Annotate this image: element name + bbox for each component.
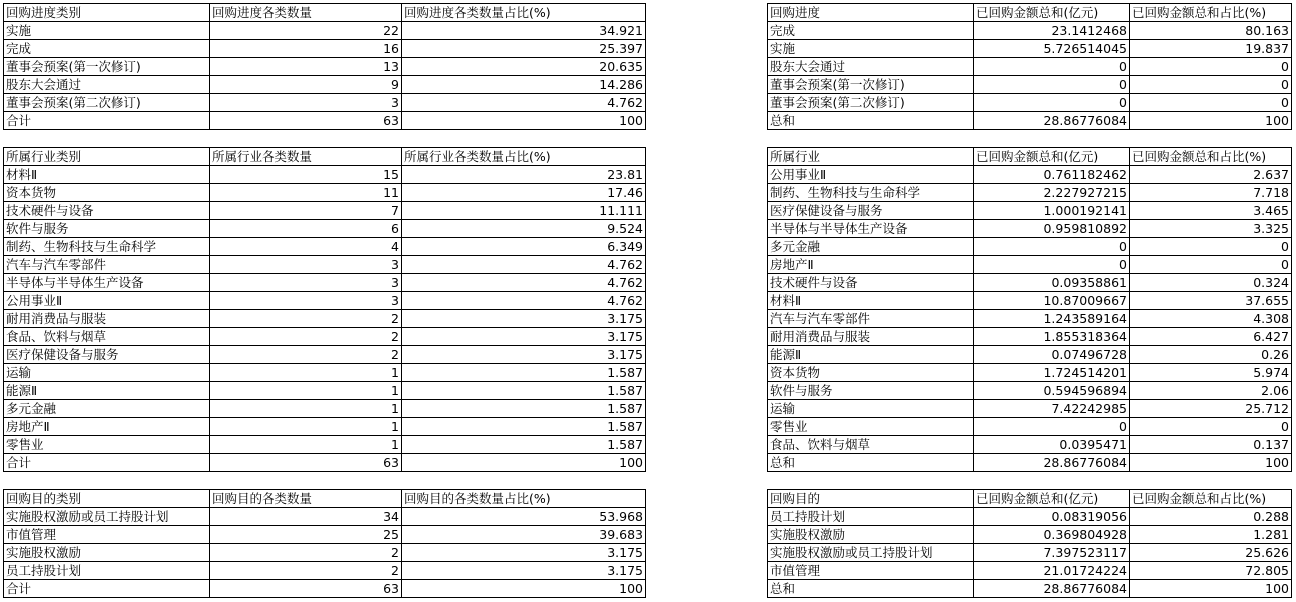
table-row bbox=[768, 508, 1292, 526]
value-cell: 4.308 bbox=[1130, 310, 1292, 328]
table-row bbox=[768, 76, 1292, 94]
row-label-cell: 房地产Ⅱ bbox=[4, 418, 210, 436]
row-label-cell: 员工持股计划 bbox=[4, 562, 210, 580]
value-cell: 20.635 bbox=[402, 58, 646, 76]
column-header: 回购目的各类数量占比(%) bbox=[402, 490, 646, 508]
value-cell: 0 bbox=[1130, 256, 1292, 274]
table-row bbox=[4, 526, 646, 544]
row-label-cell: 能源Ⅱ bbox=[4, 382, 210, 400]
row-label-cell: 医疗保健设备与服务 bbox=[4, 346, 210, 364]
value-cell: 0.959810892 bbox=[974, 220, 1130, 238]
table-row bbox=[4, 418, 646, 436]
row-label-cell: 食品、饮料与烟草 bbox=[4, 328, 210, 346]
value-cell: 0 bbox=[1130, 238, 1292, 256]
value-cell: 25 bbox=[210, 526, 402, 544]
row-label-cell: 资本货物 bbox=[4, 184, 210, 202]
value-cell: 0 bbox=[974, 256, 1130, 274]
table-row bbox=[768, 58, 1292, 76]
value-cell: 1.587 bbox=[402, 400, 646, 418]
row-label-cell: 董事会预案(第二次修订) bbox=[768, 94, 974, 112]
row-label-cell: 资本货物 bbox=[768, 364, 974, 382]
value-cell: 0.08319056 bbox=[974, 508, 1130, 526]
table-row bbox=[768, 202, 1292, 220]
value-cell: 0 bbox=[974, 76, 1130, 94]
table-row bbox=[4, 94, 646, 112]
header-row bbox=[4, 490, 646, 508]
column-header: 已回购金额总和占比(%) bbox=[1130, 4, 1292, 22]
value-cell: 28.86776084 bbox=[974, 112, 1130, 130]
value-cell: 19.837 bbox=[1130, 40, 1292, 58]
table-row bbox=[768, 256, 1292, 274]
value-cell: 4 bbox=[210, 238, 402, 256]
row-label-cell: 合计 bbox=[4, 112, 210, 130]
table-row bbox=[4, 382, 646, 400]
value-cell: 28.86776084 bbox=[974, 454, 1130, 472]
row-label-cell: 运输 bbox=[4, 364, 210, 382]
header-row bbox=[4, 148, 646, 166]
table-row bbox=[4, 328, 646, 346]
row-label-cell: 实施 bbox=[4, 22, 210, 40]
value-cell: 80.163 bbox=[1130, 22, 1292, 40]
value-cell: 0.594596894 bbox=[974, 382, 1130, 400]
table-row bbox=[768, 454, 1292, 472]
value-cell: 10.87009667 bbox=[974, 292, 1130, 310]
row-label-cell: 实施 bbox=[768, 40, 974, 58]
value-cell: 34.921 bbox=[402, 22, 646, 40]
row-label-cell: 技术硬件与设备 bbox=[768, 274, 974, 292]
row-label-cell: 制药、生物科技与生命科学 bbox=[4, 238, 210, 256]
value-cell: 23.1412468 bbox=[974, 22, 1130, 40]
table-row bbox=[4, 202, 646, 220]
value-cell: 2 bbox=[210, 310, 402, 328]
value-cell: 0 bbox=[974, 58, 1130, 76]
row-label-cell: 董事会预案(第一次修订) bbox=[4, 58, 210, 76]
value-cell: 7.718 bbox=[1130, 184, 1292, 202]
value-cell: 17.46 bbox=[402, 184, 646, 202]
value-cell: 1 bbox=[210, 436, 402, 454]
value-cell: 2 bbox=[210, 562, 402, 580]
column-header: 已回购金额总和占比(%) bbox=[1130, 490, 1292, 508]
table-row bbox=[4, 454, 646, 472]
header-row bbox=[768, 490, 1292, 508]
header-row bbox=[4, 4, 646, 22]
row-label-cell: 材料Ⅱ bbox=[768, 292, 974, 310]
value-cell: 0 bbox=[974, 94, 1130, 112]
value-cell: 3.325 bbox=[1130, 220, 1292, 238]
row-label-cell: 完成 bbox=[4, 40, 210, 58]
value-cell: 11.111 bbox=[402, 202, 646, 220]
table-row bbox=[768, 328, 1292, 346]
value-cell: 100 bbox=[1130, 112, 1292, 130]
row-label-cell: 董事会预案(第一次修订) bbox=[768, 76, 974, 94]
value-cell: 72.805 bbox=[1130, 562, 1292, 580]
table-row bbox=[4, 580, 646, 598]
value-cell: 0 bbox=[1130, 76, 1292, 94]
value-cell: 4.762 bbox=[402, 292, 646, 310]
value-cell: 100 bbox=[402, 580, 646, 598]
table-row bbox=[768, 166, 1292, 184]
value-cell: 0.0395471 bbox=[974, 436, 1130, 454]
value-cell: 3 bbox=[210, 292, 402, 310]
value-cell: 0.26 bbox=[1130, 346, 1292, 364]
value-cell: 5.974 bbox=[1130, 364, 1292, 382]
value-cell: 7 bbox=[210, 202, 402, 220]
table-row bbox=[4, 184, 646, 202]
value-cell: 9.524 bbox=[402, 220, 646, 238]
purpose-amount-table bbox=[767, 489, 1292, 598]
table-row bbox=[4, 58, 646, 76]
row-label-cell: 运输 bbox=[768, 400, 974, 418]
table-row bbox=[4, 256, 646, 274]
column-header: 回购进度各类数量占比(%) bbox=[402, 4, 646, 22]
value-cell: 0.324 bbox=[1130, 274, 1292, 292]
value-cell: 37.655 bbox=[1130, 292, 1292, 310]
column-header: 已回购金额总和(亿元) bbox=[974, 4, 1130, 22]
row-label-cell: 实施股权激励或员工持股计划 bbox=[768, 544, 974, 562]
table-row bbox=[768, 364, 1292, 382]
value-cell: 2.227927215 bbox=[974, 184, 1130, 202]
row-label-cell: 实施股权激励或员工持股计划 bbox=[4, 508, 210, 526]
value-cell: 4.762 bbox=[402, 256, 646, 274]
row-label-cell: 实施股权激励 bbox=[768, 526, 974, 544]
row-label-cell: 公用事业Ⅱ bbox=[768, 166, 974, 184]
table-row bbox=[4, 112, 646, 130]
column-header: 回购进度类别 bbox=[4, 4, 210, 22]
row-label-cell: 多元金融 bbox=[4, 400, 210, 418]
value-cell: 2 bbox=[210, 544, 402, 562]
value-cell: 14.286 bbox=[402, 76, 646, 94]
value-cell: 2.06 bbox=[1130, 382, 1292, 400]
row-label-cell: 总和 bbox=[768, 112, 974, 130]
value-cell: 1.587 bbox=[402, 436, 646, 454]
table-row bbox=[768, 94, 1292, 112]
value-cell: 0.369804928 bbox=[974, 526, 1130, 544]
value-cell: 63 bbox=[210, 580, 402, 598]
column-header: 所属行业 bbox=[768, 148, 974, 166]
table-row bbox=[768, 580, 1292, 598]
table-row bbox=[768, 346, 1292, 364]
table-row bbox=[4, 166, 646, 184]
row-label-cell: 能源Ⅱ bbox=[768, 346, 974, 364]
table-row bbox=[4, 40, 646, 58]
value-cell: 13 bbox=[210, 58, 402, 76]
row-label-cell: 市值管理 bbox=[4, 526, 210, 544]
table-row bbox=[4, 76, 646, 94]
header-row bbox=[768, 148, 1292, 166]
value-cell: 3.175 bbox=[402, 310, 646, 328]
table-row bbox=[4, 544, 646, 562]
column-header: 所属行业类别 bbox=[4, 148, 210, 166]
value-cell: 6.349 bbox=[402, 238, 646, 256]
table-row bbox=[4, 400, 646, 418]
column-header: 所属行业各类数量占比(%) bbox=[402, 148, 646, 166]
row-label-cell: 零售业 bbox=[4, 436, 210, 454]
value-cell: 23.81 bbox=[402, 166, 646, 184]
value-cell: 5.726514045 bbox=[974, 40, 1130, 58]
table-row bbox=[768, 544, 1292, 562]
row-label-cell: 总和 bbox=[768, 454, 974, 472]
column-header: 回购目的各类数量 bbox=[210, 490, 402, 508]
table-row bbox=[768, 400, 1292, 418]
table-row bbox=[768, 418, 1292, 436]
value-cell: 6 bbox=[210, 220, 402, 238]
row-label-cell: 技术硬件与设备 bbox=[4, 202, 210, 220]
value-cell: 100 bbox=[1130, 454, 1292, 472]
value-cell: 0 bbox=[974, 418, 1130, 436]
value-cell: 1 bbox=[210, 418, 402, 436]
value-cell: 63 bbox=[210, 112, 402, 130]
purpose-count-table bbox=[3, 489, 646, 598]
value-cell: 4.762 bbox=[402, 94, 646, 112]
value-cell: 1.281 bbox=[1130, 526, 1292, 544]
value-cell: 2 bbox=[210, 346, 402, 364]
table-row bbox=[768, 526, 1292, 544]
row-label-cell: 材料Ⅱ bbox=[4, 166, 210, 184]
table-row bbox=[768, 238, 1292, 256]
value-cell: 25.397 bbox=[402, 40, 646, 58]
table-row bbox=[768, 220, 1292, 238]
row-label-cell: 总和 bbox=[768, 580, 974, 598]
value-cell: 15 bbox=[210, 166, 402, 184]
table-row bbox=[4, 436, 646, 454]
value-cell: 25.626 bbox=[1130, 544, 1292, 562]
column-header: 已回购金额总和(亿元) bbox=[974, 148, 1130, 166]
value-cell: 1 bbox=[210, 400, 402, 418]
table-row bbox=[4, 274, 646, 292]
row-label-cell: 股东大会通过 bbox=[768, 58, 974, 76]
value-cell: 39.683 bbox=[402, 526, 646, 544]
value-cell: 0.09358861 bbox=[974, 274, 1130, 292]
value-cell: 25.712 bbox=[1130, 400, 1292, 418]
value-cell: 6.427 bbox=[1130, 328, 1292, 346]
table-row bbox=[4, 238, 646, 256]
table-row bbox=[4, 220, 646, 238]
value-cell: 0.07496728 bbox=[974, 346, 1130, 364]
table-row bbox=[4, 364, 646, 382]
value-cell: 3.175 bbox=[402, 562, 646, 580]
row-label-cell: 半导体与半导体生产设备 bbox=[768, 220, 974, 238]
row-label-cell: 实施股权激励 bbox=[4, 544, 210, 562]
value-cell: 63 bbox=[210, 454, 402, 472]
table-row bbox=[4, 310, 646, 328]
row-label-cell: 员工持股计划 bbox=[768, 508, 974, 526]
value-cell: 0.288 bbox=[1130, 508, 1292, 526]
row-label-cell: 股东大会通过 bbox=[4, 76, 210, 94]
table-row bbox=[4, 562, 646, 580]
table-row bbox=[768, 22, 1292, 40]
row-label-cell: 软件与服务 bbox=[768, 382, 974, 400]
value-cell: 0 bbox=[1130, 58, 1292, 76]
value-cell: 1.855318364 bbox=[974, 328, 1130, 346]
table-row bbox=[4, 22, 646, 40]
value-cell: 2.637 bbox=[1130, 166, 1292, 184]
table-row bbox=[768, 40, 1292, 58]
value-cell: 0.761182462 bbox=[974, 166, 1130, 184]
value-cell: 2 bbox=[210, 328, 402, 346]
value-cell: 1.587 bbox=[402, 418, 646, 436]
value-cell: 7.42242985 bbox=[974, 400, 1130, 418]
row-label-cell: 合计 bbox=[4, 580, 210, 598]
value-cell: 3 bbox=[210, 94, 402, 112]
column-header: 回购进度 bbox=[768, 4, 974, 22]
value-cell: 3 bbox=[210, 274, 402, 292]
value-cell: 0 bbox=[974, 238, 1130, 256]
value-cell: 3.175 bbox=[402, 328, 646, 346]
row-label-cell: 半导体与半导体生产设备 bbox=[4, 274, 210, 292]
column-header: 回购进度各类数量 bbox=[210, 4, 402, 22]
progress-count-table bbox=[3, 3, 646, 130]
row-label-cell: 食品、饮料与烟草 bbox=[768, 436, 974, 454]
value-cell: 53.968 bbox=[402, 508, 646, 526]
row-label-cell: 零售业 bbox=[768, 418, 974, 436]
value-cell: 3.175 bbox=[402, 544, 646, 562]
row-label-cell: 房地产Ⅱ bbox=[768, 256, 974, 274]
value-cell: 1 bbox=[210, 382, 402, 400]
value-cell: 3 bbox=[210, 256, 402, 274]
value-cell: 1.243589164 bbox=[974, 310, 1130, 328]
column-header: 所属行业各类数量 bbox=[210, 148, 402, 166]
value-cell: 0 bbox=[1130, 94, 1292, 112]
value-cell: 0.137 bbox=[1130, 436, 1292, 454]
industry-amount-table bbox=[767, 147, 1292, 472]
column-header: 已回购金额总和占比(%) bbox=[1130, 148, 1292, 166]
row-label-cell: 完成 bbox=[768, 22, 974, 40]
header-row bbox=[768, 4, 1292, 22]
table-row bbox=[768, 274, 1292, 292]
row-label-cell: 软件与服务 bbox=[4, 220, 210, 238]
table-row bbox=[768, 562, 1292, 580]
row-label-cell: 耐用消费品与服装 bbox=[4, 310, 210, 328]
table-row bbox=[768, 292, 1292, 310]
column-header: 回购目的 bbox=[768, 490, 974, 508]
value-cell: 1.000192141 bbox=[974, 202, 1130, 220]
value-cell: 100 bbox=[402, 112, 646, 130]
value-cell: 100 bbox=[402, 454, 646, 472]
value-cell: 1.587 bbox=[402, 364, 646, 382]
value-cell: 28.86776084 bbox=[974, 580, 1130, 598]
column-header: 回购目的类别 bbox=[4, 490, 210, 508]
row-label-cell: 制药、生物科技与生命科学 bbox=[768, 184, 974, 202]
column-header: 已回购金额总和(亿元) bbox=[974, 490, 1130, 508]
row-label-cell: 多元金融 bbox=[768, 238, 974, 256]
value-cell: 11 bbox=[210, 184, 402, 202]
row-label-cell: 合计 bbox=[4, 454, 210, 472]
row-label-cell: 医疗保健设备与服务 bbox=[768, 202, 974, 220]
value-cell: 21.01724224 bbox=[974, 562, 1130, 580]
value-cell: 22 bbox=[210, 22, 402, 40]
table-row bbox=[4, 346, 646, 364]
row-label-cell: 汽车与汽车零部件 bbox=[4, 256, 210, 274]
industry-count-table bbox=[3, 147, 646, 472]
row-label-cell: 耐用消费品与服装 bbox=[768, 328, 974, 346]
row-label-cell: 公用事业Ⅱ bbox=[4, 292, 210, 310]
row-label-cell: 汽车与汽车零部件 bbox=[768, 310, 974, 328]
value-cell: 9 bbox=[210, 76, 402, 94]
table-row bbox=[768, 436, 1292, 454]
value-cell: 1.587 bbox=[402, 382, 646, 400]
table-row bbox=[4, 508, 646, 526]
value-cell: 1.724514201 bbox=[974, 364, 1130, 382]
value-cell: 34 bbox=[210, 508, 402, 526]
value-cell: 3.465 bbox=[1130, 202, 1292, 220]
value-cell: 7.397523117 bbox=[974, 544, 1130, 562]
value-cell: 16 bbox=[210, 40, 402, 58]
table-row bbox=[4, 292, 646, 310]
row-label-cell: 市值管理 bbox=[768, 562, 974, 580]
table-row bbox=[768, 112, 1292, 130]
value-cell: 0 bbox=[1130, 418, 1292, 436]
value-cell: 100 bbox=[1130, 580, 1292, 598]
table-row bbox=[768, 184, 1292, 202]
progress-amount-table bbox=[767, 3, 1292, 130]
table-row bbox=[768, 310, 1292, 328]
value-cell: 4.762 bbox=[402, 274, 646, 292]
table-row bbox=[768, 382, 1292, 400]
value-cell: 3.175 bbox=[402, 346, 646, 364]
value-cell: 1 bbox=[210, 364, 402, 382]
row-label-cell: 董事会预案(第二次修订) bbox=[4, 94, 210, 112]
